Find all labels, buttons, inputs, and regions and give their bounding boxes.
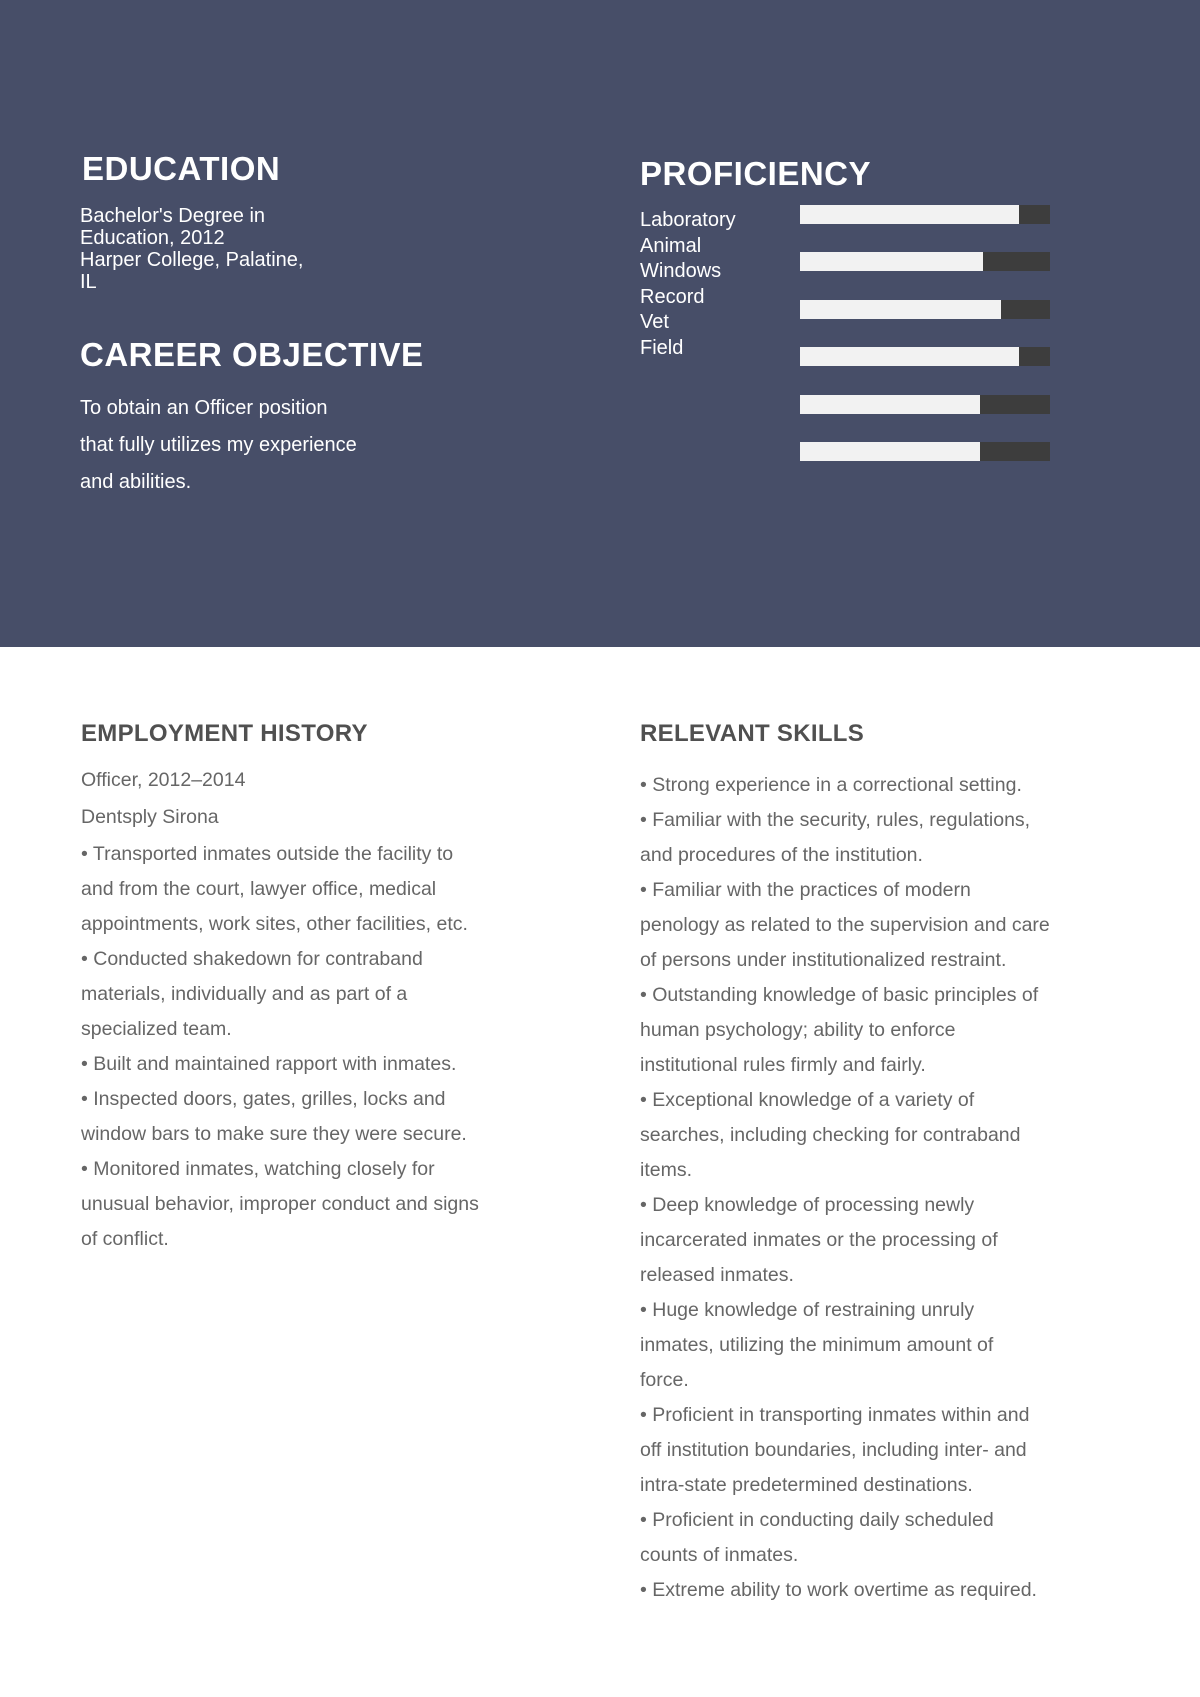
bullet-line: • Conducted shakedown for contraband: [81, 948, 423, 970]
bullet-line: intra-state predetermined destinations.: [640, 1474, 973, 1496]
education-line: Education, 2012: [80, 227, 225, 249]
bullet-line: penology as related to the supervision and care: [640, 914, 1050, 936]
bullet-line: • Built and maintained rapport with inmates.: [81, 1053, 457, 1075]
proficiency-bar-windows: [800, 300, 1050, 319]
proficiency-label-windows: Windows: [640, 260, 722, 283]
bullet-line: • Proficient in transporting inmates within and: [640, 1404, 1030, 1426]
relevant-skills-heading: RELEVANT SKILLS: [640, 720, 865, 747]
skill-bullet: [640, 1573, 1110, 1608]
bullet-line: • Outstanding knowledge of basic principles of: [640, 984, 1039, 1006]
proficiency-label-vet: Vet: [640, 311, 669, 334]
bullet-line: institutional rules firmly and fairly.: [640, 1054, 926, 1076]
bullet-line: and from the court, lawyer office, medical: [81, 878, 437, 900]
skill-bullet: [640, 803, 1110, 873]
bullet-line: • Huge knowledge of restraining unruly: [640, 1299, 975, 1321]
bullet-line: • Familiar with the security, rules, regulations,: [640, 809, 1031, 831]
bullet-line: of conflict.: [81, 1228, 169, 1250]
education-line: Bachelor's Degree in: [80, 205, 266, 227]
objective-line: that fully utilizes my experience: [80, 434, 357, 456]
bullet-line: counts of inmates.: [640, 1544, 799, 1566]
skill-bullet: [640, 1398, 1110, 1503]
proficiency-bar-animal: [800, 252, 1050, 271]
bullet-line: off institution boundaries, including inter- and: [640, 1439, 1027, 1461]
employment-history-section: [81, 762, 551, 1257]
employment-bullet: [81, 942, 551, 1047]
bullet-line: • Deep knowledge of processing newly: [640, 1194, 975, 1216]
bullet-line: released inmates.: [640, 1264, 794, 1286]
proficiency-bar-laboratory: [800, 205, 1050, 224]
skill-bullet: [640, 1083, 1110, 1188]
proficiency-bar-fill: [800, 252, 983, 271]
proficiency-label-record: Record: [640, 285, 705, 308]
education-details: [80, 205, 370, 293]
proficiency-bar-record: [800, 347, 1050, 366]
bullet-line: window bars to make sure they were secure.: [81, 1123, 467, 1145]
bullet-line: • Strong experience in a correctional setting.: [640, 774, 1022, 796]
proficiency-bar-fill: [800, 205, 1019, 224]
employment-bullets: [81, 837, 551, 1257]
bullet-line: • Exceptional knowledge of a variety of: [640, 1089, 975, 1111]
proficiency-heading: PROFICIENCY: [640, 155, 872, 192]
skill-bullet: [640, 1293, 1110, 1398]
job-company: Dentsply Sirona: [81, 806, 219, 828]
career-objective-heading: CAREER OBJECTIVE: [80, 336, 424, 373]
proficiency-bar-fill: [800, 395, 980, 414]
skill-bullet: [640, 1188, 1110, 1293]
objective-line: and abilities.: [80, 471, 192, 493]
employment-bullet: [81, 1152, 551, 1257]
relevant-skills-section: [640, 768, 1110, 1608]
header-banner: [0, 0, 1200, 647]
bullet-line: force.: [640, 1369, 689, 1391]
bullet-line: unusual behavior, improper conduct and signs: [81, 1193, 479, 1215]
proficiency-bar-vet: [800, 395, 1050, 414]
proficiency-bar-field: [800, 442, 1050, 461]
objective-line: To obtain an Officer position: [80, 397, 328, 419]
bullet-line: of persons under institutionalized restraint.: [640, 949, 1007, 971]
proficiency-label-laboratory: Laboratory: [640, 209, 736, 231]
skill-bullet: [640, 978, 1110, 1083]
proficiency-label-field: Field: [640, 336, 684, 359]
education-heading: EDUCATION: [82, 150, 281, 187]
proficiency-labels: [640, 208, 736, 362]
job-position: Officer, 2012–2014: [81, 769, 246, 791]
bullet-line: • Transported inmates outside the facility to: [81, 843, 454, 865]
employment-bullet: [81, 1082, 551, 1152]
skill-bullet: [640, 873, 1110, 978]
proficiency-bar-fill: [800, 300, 1001, 319]
bullet-line: items.: [640, 1159, 693, 1181]
bullet-line: inmates, utilizing the minimum amount of: [640, 1334, 994, 1356]
bullet-line: appointments, work sites, other facilities, etc.: [81, 913, 468, 935]
career-objective-text: [80, 390, 410, 501]
education-line: IL: [80, 271, 97, 293]
bullet-line: searches, including checking for contraband: [640, 1124, 1021, 1146]
employment-bullet: [81, 837, 551, 942]
bullet-line: and procedures of the institution.: [640, 844, 923, 866]
bullet-line: materials, individually and as part of a: [81, 983, 408, 1005]
bullet-line: • Monitored inmates, watching closely for: [81, 1158, 435, 1180]
bullet-line: • Proficient in conducting daily scheduled: [640, 1509, 994, 1531]
employment-history-heading: EMPLOYMENT HISTORY: [81, 720, 368, 747]
bullet-line: • Familiar with the practices of modern: [640, 879, 971, 901]
bullet-line: specialized team.: [81, 1018, 232, 1040]
skill-bullet: [640, 1503, 1110, 1573]
proficiency-label-animal: Animal: [640, 234, 702, 257]
proficiency-bar-fill: [800, 347, 1019, 366]
bullet-line: • Inspected doors, gates, grilles, locks and: [81, 1088, 446, 1110]
skill-bullet: [640, 768, 1110, 803]
bullet-line: • Extreme ability to work overtime as required.: [640, 1579, 1037, 1601]
bullet-line: incarcerated inmates or the processing of: [640, 1229, 998, 1251]
employment-bullet: [81, 1047, 551, 1082]
education-line: Harper College, Palatine,: [80, 249, 304, 271]
bullet-line: human psychology; ability to enforce: [640, 1019, 956, 1041]
proficiency-bar-fill: [800, 442, 980, 461]
